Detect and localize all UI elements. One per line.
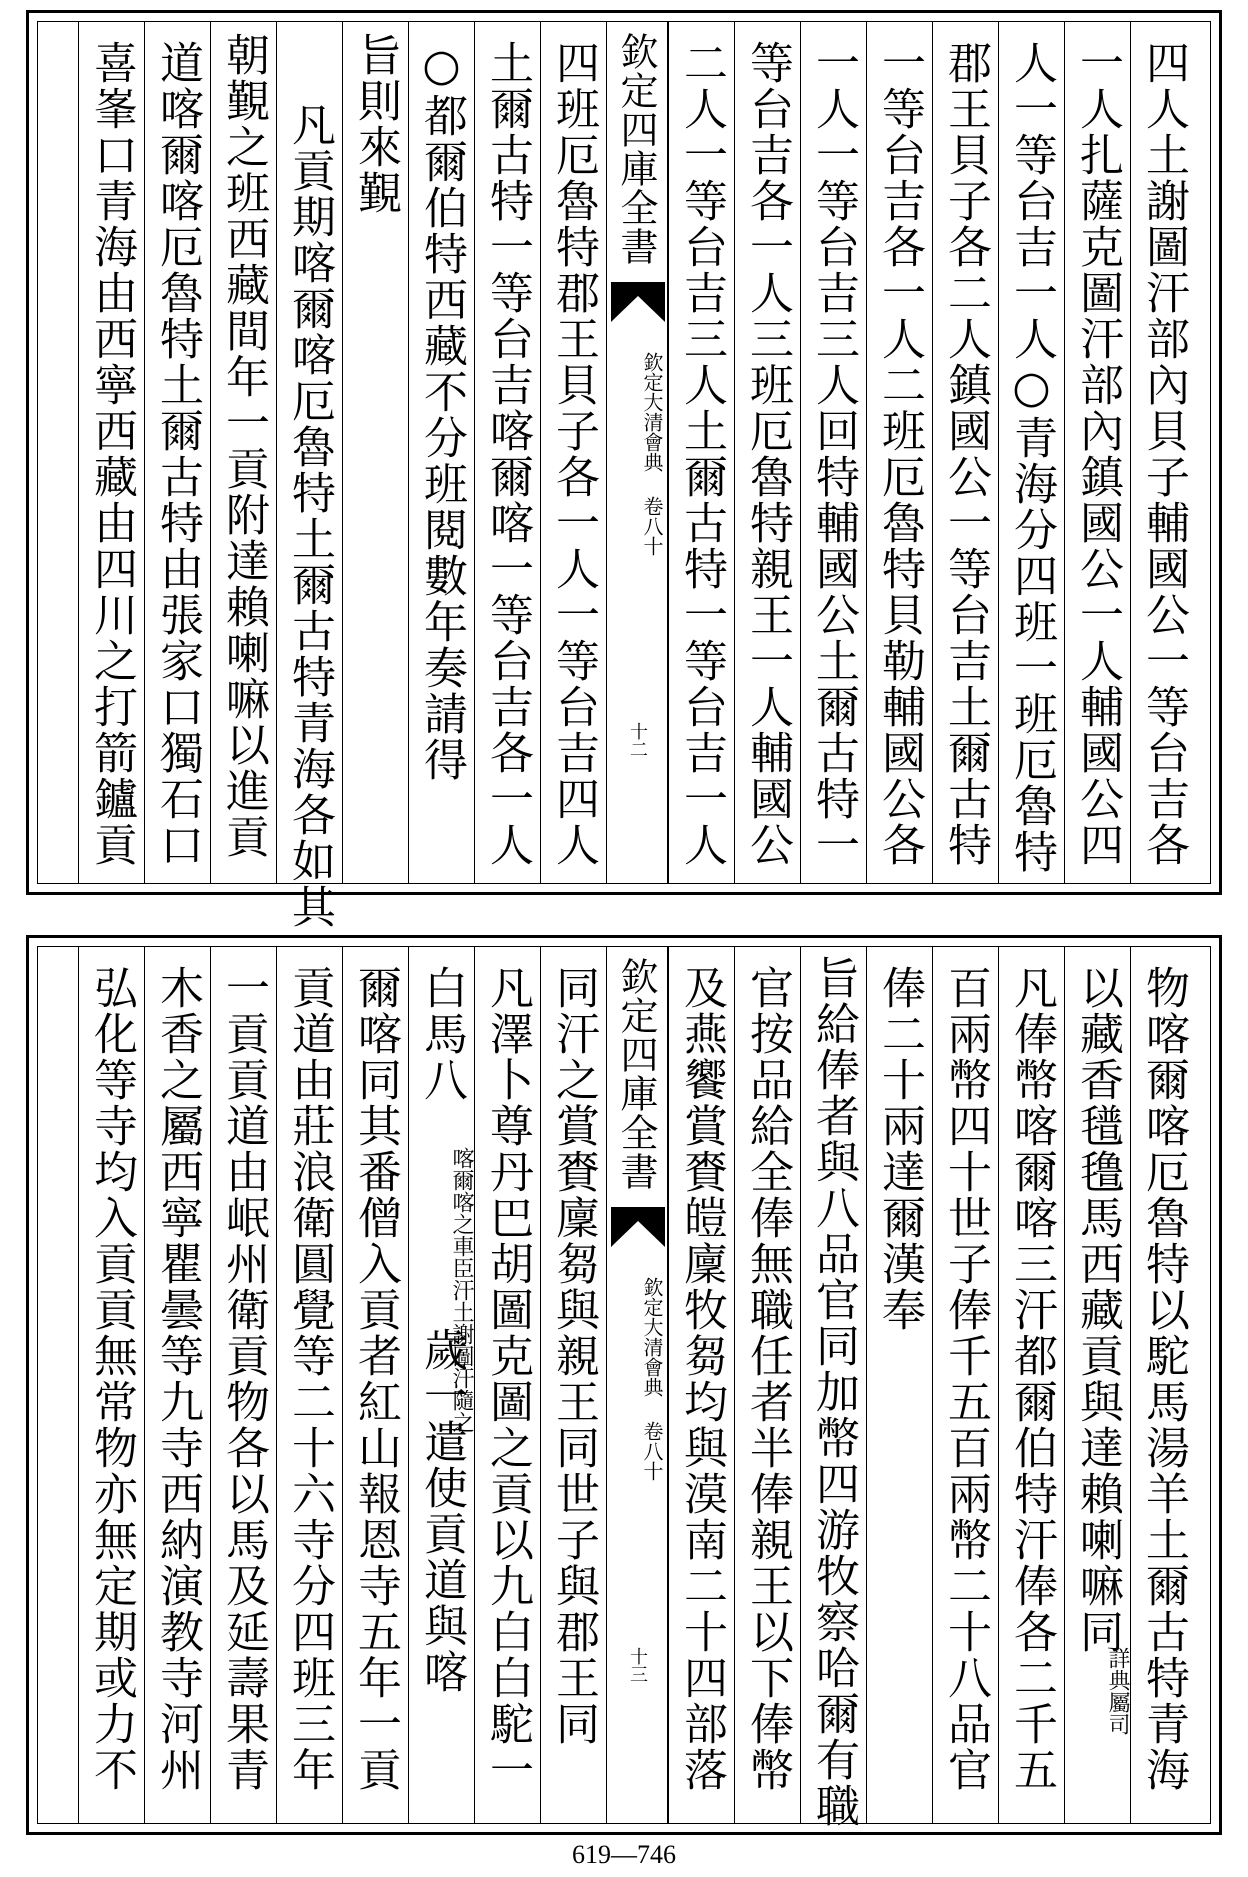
text-column: 凡貢期喀爾喀厄魯特土爾古特青海各如其 [284,102,335,930]
interlinear-note: 詳典屬司 [1105,1647,1130,1735]
text-column: 物喀爾喀厄魯特以駝馬湯羊土爾古特青海 [1138,965,1189,1793]
text-column: 凡澤卜尊丹巴胡圖克圖之貢以九白白駝一 [482,965,533,1793]
top-left-col-2 [474,22,540,883]
top-left-col-5 [276,22,342,930]
volume-subtitle: 欽定大清會典 卷八十 [640,1277,664,1481]
fishtail-mark-icon [611,1207,665,1247]
text-column: 凡俸幣喀爾喀三汗都爾伯特汗俸各二千五 [1006,965,1057,1793]
top-right-col-8 [668,22,734,883]
text-column: 一人扎薩克圖汗部內鎮國公一人輔國公四 [1072,40,1123,868]
top-right-col-7 [734,22,800,883]
text-column: 及燕饗賞賚皚廩牧芻均與漠南二十四部落 [676,965,727,1793]
bottom-left-col-7 [144,947,210,1823]
bottom-right-col-7 [734,947,800,1823]
book-title: 欽定四庫全書 [614,32,658,266]
text-column: 朝覲之班西藏間年一貢附達賴喇嘛以進貢 [218,32,269,860]
text-column: 以藏香氆氇馬西藏貢與達賴喇嘛同 [1072,965,1123,1655]
fishtail-mark-icon [611,282,665,322]
bottom-left-col-5 [276,947,342,1823]
text-column: 一貢貢道由岷州衛貢物各以馬及延壽果青 [218,965,269,1793]
bottom-page [26,935,1222,1835]
text-column-tail: 歲一遣使貢道與喀 [416,1327,467,1695]
top-left-col-1 [540,22,606,883]
top-right-col-5 [866,22,932,883]
bottom-left-col-8 [78,947,144,1823]
bottom-right-col-5 [866,947,932,1823]
volume-subtitle: 欽定大清會典 卷八十 [640,352,664,556]
bottom-right-col-8 [668,947,734,1823]
top-right-col-6 [800,22,866,883]
book-title: 欽定四庫全書 [614,957,658,1191]
text-column: 人一等台吉一人○青海分四班一班厄魯特 [1006,40,1057,875]
top-page [26,10,1222,930]
top-left-col-7 [144,22,210,883]
text-column: 二人一等台吉三人土爾古特一等台吉一人 [676,40,727,868]
bottom-left-col-4 [342,947,408,1823]
text-column: 旨則來覲 [350,32,401,216]
text-column: 土爾古特一等台吉喀爾喀一等台吉各一人 [482,40,533,868]
top-right-col-3 [998,22,1064,883]
text-column: 四人土謝圖汗部內貝子輔國公一等台吉各 [1138,40,1189,868]
text-column: 喜峯口青海由西寧西藏由四川之打箭鑪貢 [86,40,137,868]
top-right-col-2 [1064,22,1130,883]
text-column: 木香之屬西寧瞿曇等九寺西納演教寺河州 [152,965,203,1793]
top-left-col-4 [342,22,408,883]
bottom-left-col-3 [408,947,474,1823]
bottom-right-col-1 [1130,947,1196,1823]
top-left-col-3 [408,22,474,883]
text-column: 一等台吉各一人二班厄魯特貝勒輔國公各 [874,40,925,868]
leaf-number: 十二 [627,722,648,758]
top-left-col-6 [210,22,276,883]
text-column: 白馬八 [416,965,467,1103]
text-column: 旨給俸者與八品官同加幣四游牧察哈爾有職 [808,955,859,1829]
top-right-col-1 [1130,22,1196,883]
top-left-col-8 [78,22,144,883]
scan-page-number: 619—746 [572,1840,676,1869]
bottom-right-col-4 [932,947,998,1823]
text-column: 一人一等台吉三人回特輔國公土爾古特一 [808,40,859,868]
bottom-page-frame [37,946,1211,1829]
text-column: ○都爾伯特西藏不分班閱數年奏請得 [416,40,467,783]
bottom-center-fold [606,947,668,1823]
text-column: 爾喀同其番僧入貢者紅山報恩寺五年一貢 [350,965,401,1793]
bottom-right-col-6 [800,947,866,1829]
interlinear-note: 喀爾喀之車臣汗土謝圖汗隨之 [449,1147,474,1433]
text-column: 百兩幣四十世子俸千五百兩幣二十八品官 [940,965,991,1793]
bottom-right-col-2 [1064,947,1130,1823]
text-column: 同汗之賞賚廩芻與親王同世子與郡王同 [548,965,599,1747]
bottom-left-col-6 [210,947,276,1823]
bottom-right-col-3 [998,947,1064,1823]
bottom-left-col-1 [540,947,606,1823]
text-column: 官按品給全俸無職任者半俸親王以下俸幣 [742,965,793,1793]
text-column: 等台吉各一人三班厄魯特親王一人輔國公 [742,40,793,868]
bottom-left-col-2 [474,947,540,1823]
text-column: 貢道由莊浪衛圓覺等二十六寺分四班三年 [284,965,335,1793]
top-center-fold [606,22,668,883]
text-column: 弘化等寺均入貢貢無常物亦無定期或力不 [86,965,137,1793]
top-right-col-4 [932,22,998,883]
text-column: 俸二十兩達爾漢奉 [874,965,925,1333]
text-column: 四班厄魯特郡王貝子各一人一等台吉四人 [548,40,599,868]
text-column: 道喀爾喀厄魯特土爾古特由張家口獨石口 [152,40,203,868]
text-column: 郡王貝子各二人鎮國公一等台吉土爾古特 [940,40,991,868]
leaf-number: 十三 [627,1647,648,1683]
top-page-frame [37,21,1211,930]
